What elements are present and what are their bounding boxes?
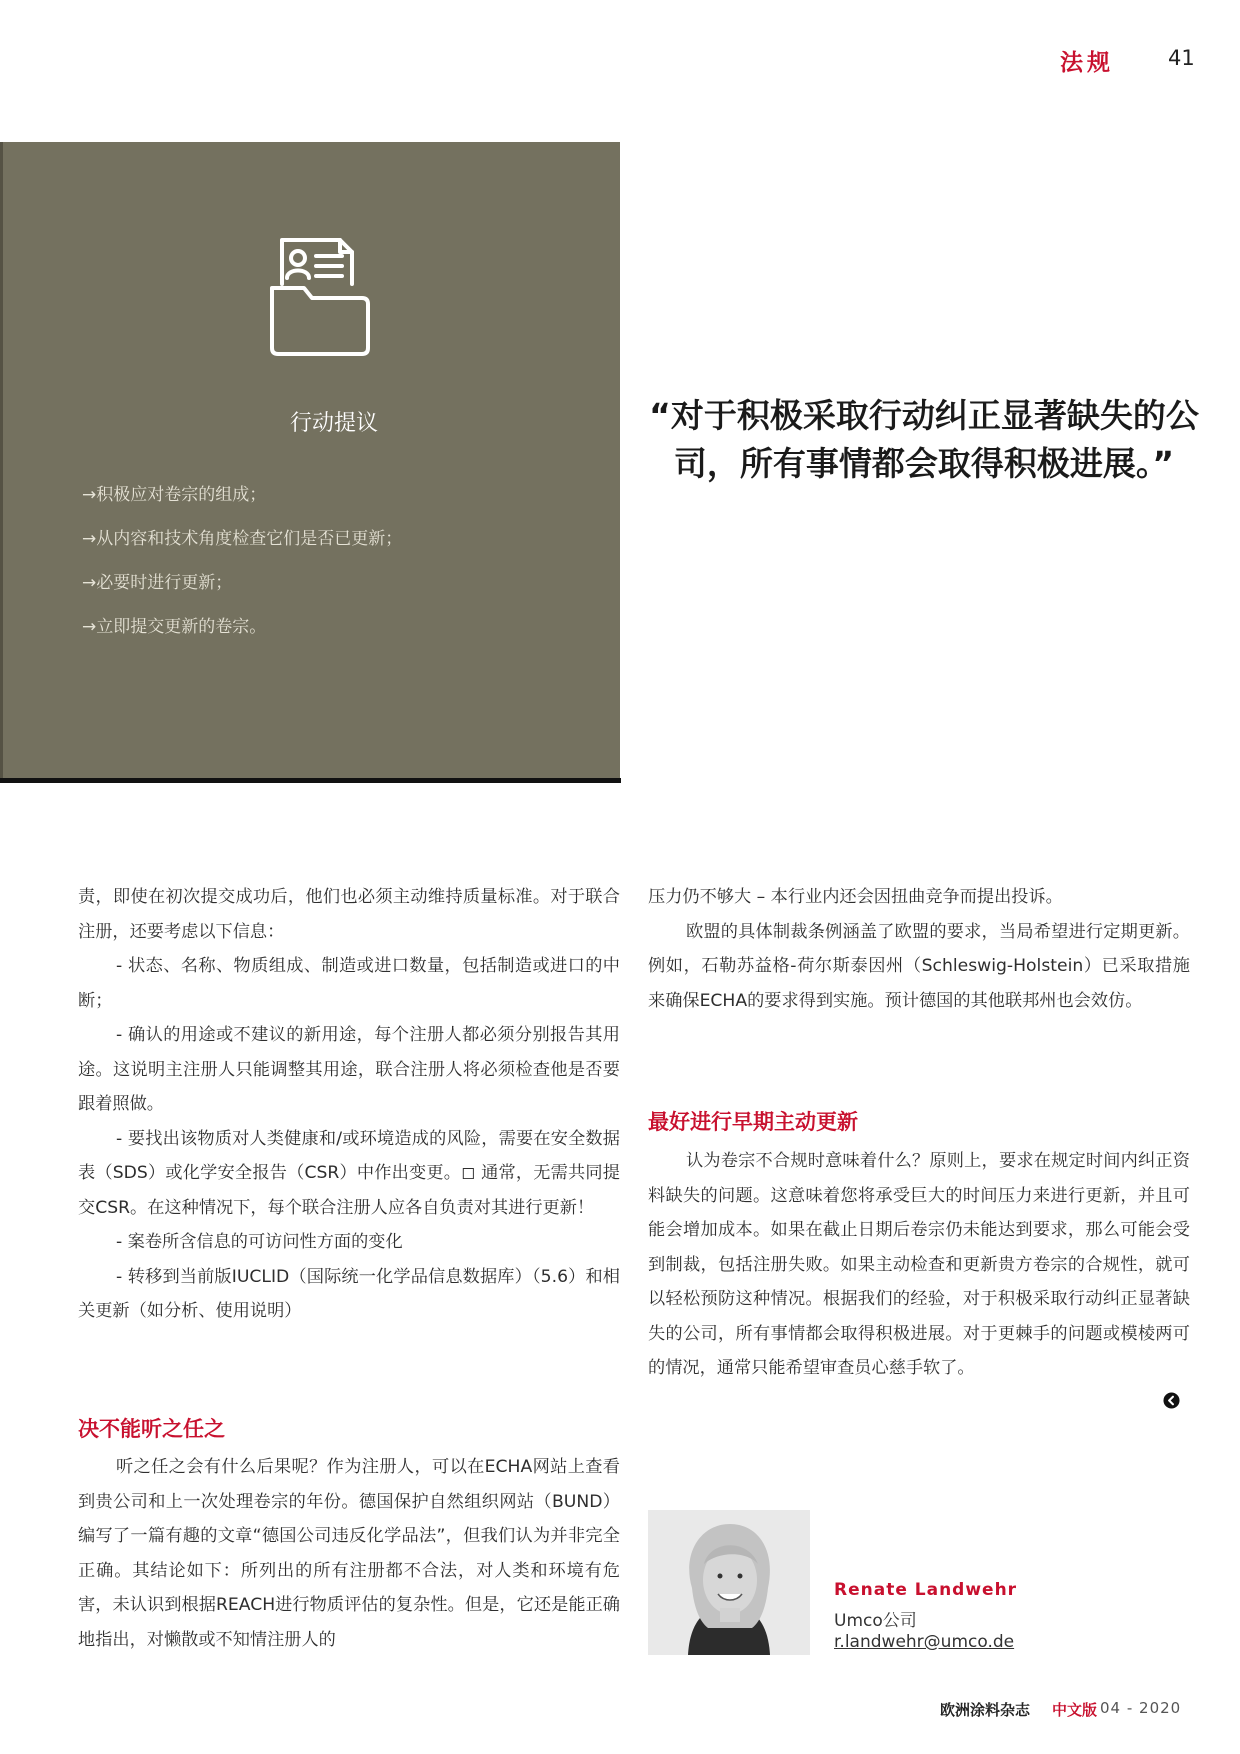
paragraph: 欧盟的具体制裁条例涵盖了欧盟的要求，当局希望进行定期更新。例如，石勒苏益格-荷尔斯泰因州（Schleswig-Holstein）已采取措施来确保ECHA的要求得到实施。预计德国的其他联邦州也会效仿。 [648, 921, 1190, 1011]
action-item: →积极应对卷宗的组成； [82, 485, 267, 505]
paragraph: 压力仍不够大 – 本行业内还会因扭曲竞争而提出投诉。 [648, 887, 1063, 907]
author-email-link[interactable]: r.landwehr@umco.de [834, 1632, 1015, 1652]
paragraph: - 要找出该物质对人类健康和/或环境造成的风险，需要在安全数据表（SDS）或化学安全报告（CSR）中作出变更。◻ 通常，无需共同提交CSR。在这种情况下，每个联合注册人应各自负责对其进行更新！ [78, 1128, 620, 1218]
section-heading-early-update: 最好进行早期主动更新 [648, 1110, 858, 1134]
author-company: Umco公司 [834, 1611, 917, 1631]
author-photo [648, 1510, 810, 1655]
right-column-top [648, 880, 1190, 1018]
paragraph: 责，即使在初次提交成功后，他们也必须主动维持质量标准。对于联合注册，还要考虑以下信息： [78, 887, 620, 942]
early-update-text [648, 1144, 1190, 1386]
action-item: →必要时进行更新； [82, 573, 233, 593]
footer-edition: 中文版 [1052, 1701, 1098, 1719]
document-folder-icon [268, 232, 374, 360]
author-name: Renate Landwehr [834, 1580, 1018, 1600]
not-ignore-text [78, 1450, 620, 1657]
paragraph: 认为卷宗不合规时意味着什么？原则上，要求在规定时间内纠正资料缺失的问题。这意味着您将承受巨大的时间压力来进行更新，并且可能会增加成本。如果在截止日期后卷宗仍未能达到要求，那么可能会受到制裁，包括注册失败。如果主动检查和更新贵方卷宗的合规性，就可以轻松预防这种情况。根据我们的经验，对于积极采取行动纠正显著缺失的公司，所有事情都会取得积极进展。对于更棘手的问题或模棱两可的情况，通常只能希望审查员心慈手软了。 [648, 1151, 1190, 1378]
footer-issue: 04 - 2020 [1100, 1699, 1182, 1717]
paragraph: - 转移到当前版IUCLID（国际统一化学品信息数据库）（5.6）和相关更新（如分析、使用说明） [78, 1266, 620, 1321]
paragraph: - 状态、名称、物质组成、制造或进口数量，包括制造或进口的中断； [78, 956, 620, 1011]
paragraph: - 确认的用途或不建议的新用途，每个注册人都必须分别报告其用途。这说明主注册人只能调整其用途，联合注册人将必须检查他是否要跟着照做。 [78, 1025, 620, 1114]
pull-quote: “对于积极采取行动纠正显著缺失的公司，所有事情都会取得积极进展。” [649, 396, 1199, 483]
page-number: 41 [1168, 46, 1195, 70]
action-box-title: 行动提议 [289, 411, 378, 436]
end-of-article-icon [1163, 1392, 1180, 1409]
footer-magazine-name: 欧洲涂料杂志 [940, 1701, 1031, 1719]
action-box-shadow [0, 778, 621, 783]
section-label: 法规 [1060, 50, 1114, 76]
left-column-top [78, 880, 620, 1329]
action-list [82, 484, 402, 660]
paragraph: - 案卷所含信息的可访问性方面的变化 [116, 1232, 403, 1252]
action-item: →从内容和技术角度检查它们是否已更新； [82, 529, 403, 549]
action-item: →立即提交更新的卷宗。 [82, 617, 267, 637]
section-heading-not-ignore: 决不能听之任之 [78, 1417, 225, 1441]
action-box-edge [0, 142, 3, 783]
paragraph: 听之任之会有什么后果呢？作为注册人，可以在ECHA网站上查看到贵公司和上一次处理卷宗的年份。德国保护自然组织网站（BUND）编写了一篇有趣的文章“德国公司违反化学品法”，但我们认为并非完全正确。其结论如下：所列出的所有注册都不合法，对人类和环境有危害，未认识到根据REACH进行物质评估的复杂性。但是，它还是能正确地指出，对懒散或不知情注册人的 [78, 1457, 620, 1650]
